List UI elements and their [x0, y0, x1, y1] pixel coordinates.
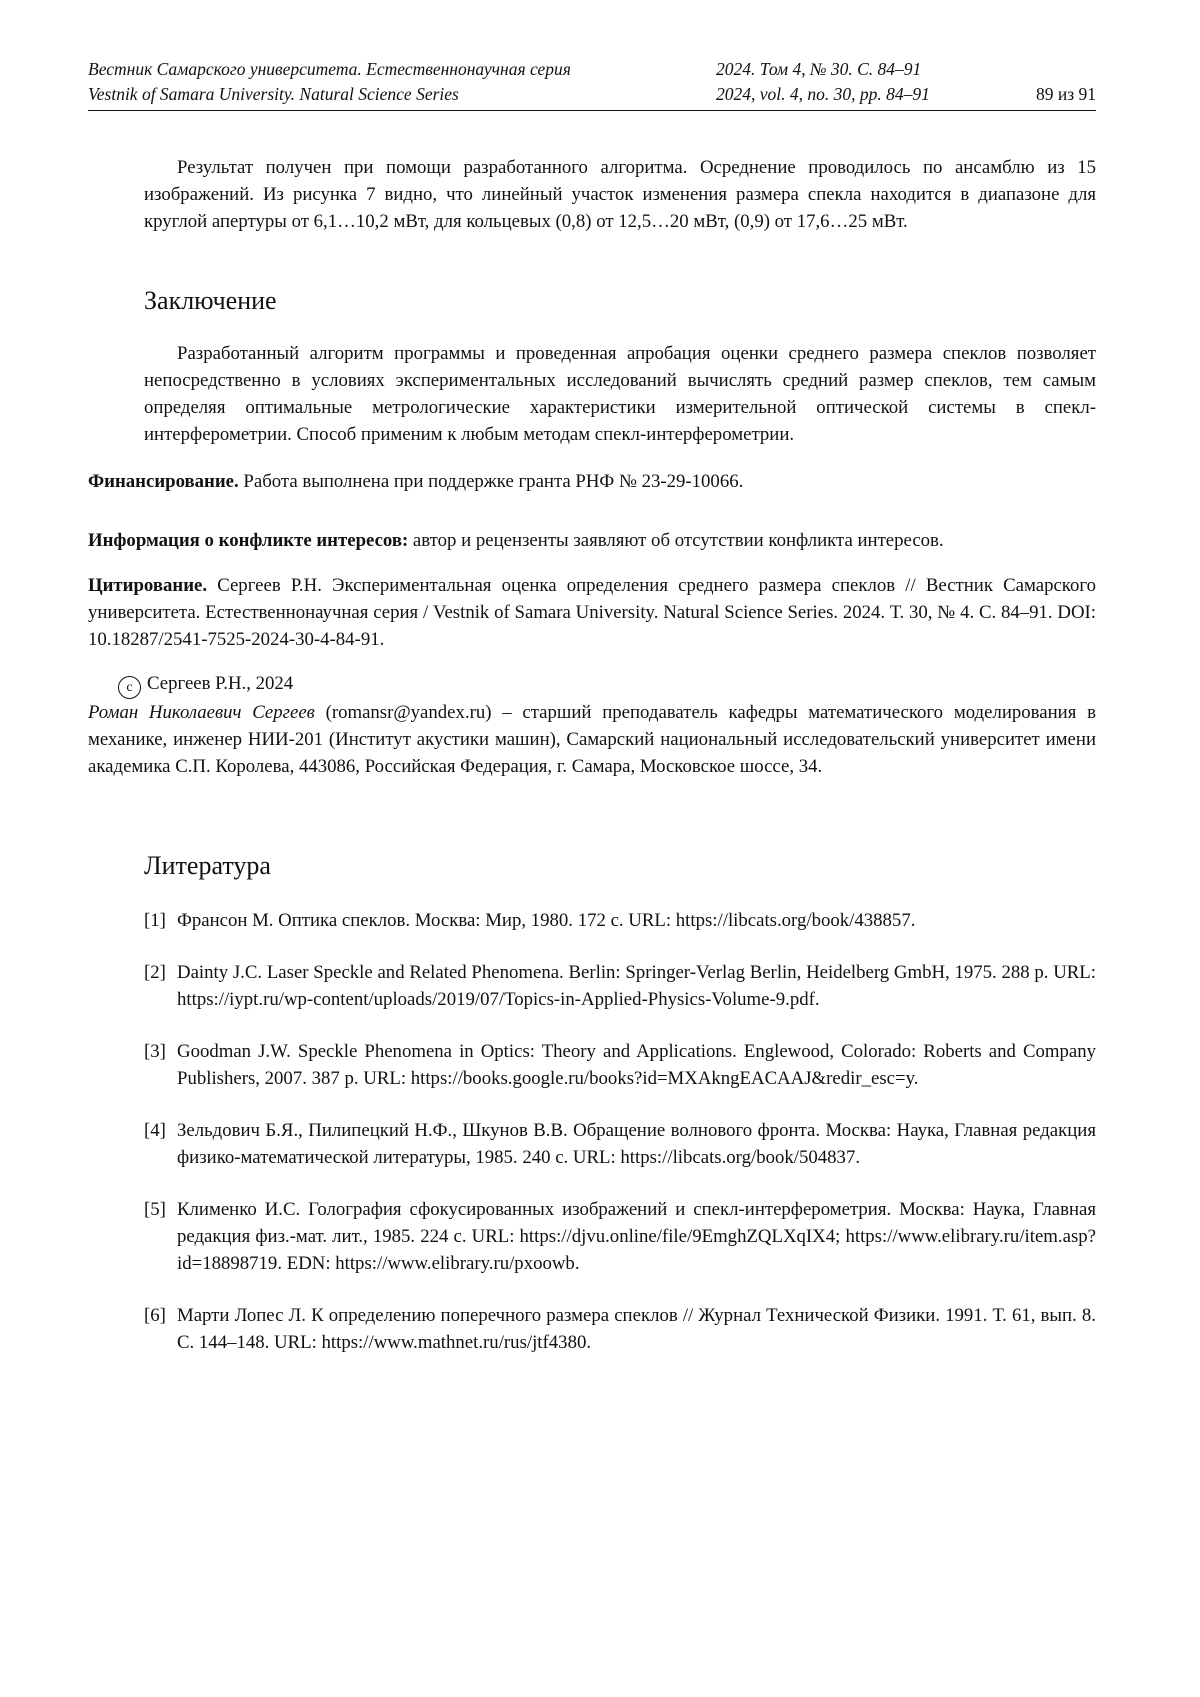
funding-label: Финансирование.: [88, 471, 239, 492]
page-of-total: 89 из 91: [1035, 84, 1096, 104]
page-number: [1000, 57, 1096, 82]
conflict-statement: [88, 527, 1096, 554]
reference-number: [1]: [144, 910, 166, 931]
funding-text: Работа выполнена при поддержке гранта РНФ № 23-29-10066.: [238, 471, 744, 492]
reference-list: [144, 907, 1096, 1356]
intro-paragraph: Результат получен при помощи разработанного алгоритма. Осреднение проводилось по ансамблю из 15 изображений. Из рисунка 7 видно, что линейный участок изменения размера спекла находится в диапазоне для круглой апертуры от 6,1…10,2 мВт, для кольцевых (0,8) от 12,5…20 мВт, (0,9) от 17,6…25 мВт.: [144, 157, 1096, 232]
author-details: (romansr@yandex.ru) – старший преподаватель кафедры математического моделирования в механике, инженер НИИ-201 (Институт акустики машин), Самарский национальный исследовательский университет имени академика С.П. Королева, 443086, Российская Федерация, г. Самара, Московское шоссе, 34.: [88, 702, 1096, 777]
conflict-label: Информация о конфликте интересов:: [88, 530, 409, 551]
reference-text: Зельдович Б.Я., Пилипецкий Н.Ф., Шкунов В.В. Обращение волнового фронта. Москва: Наука, Главная редакция физико-математической литературы, 1985. 240 с. URL: https://libcats.org/book/504837.: [177, 1120, 1096, 1168]
reference-item: [144, 907, 1096, 934]
reference-number: [2]: [144, 962, 166, 983]
reference-item: [144, 1302, 1096, 1356]
reference-item: [144, 1038, 1096, 1092]
copyright-icon: c: [118, 676, 141, 699]
page-content: [88, 154, 1096, 1381]
issue-info-ru: 2024. Том 4, № 30. С. 84–91: [716, 59, 922, 79]
author-info: [88, 699, 1096, 780]
reference-number: [5]: [144, 1199, 166, 1220]
reference-text: Марти Лопес Л. К определению поперечного размера спеклов // Журнал Технической Физики. 1991. Т. 61, вып. 8. С. 144–148. URL: https://www.mathnet.ru/rus/jtf4380.: [177, 1305, 1096, 1353]
reference-item: [144, 1196, 1096, 1277]
reference-number: [6]: [144, 1305, 166, 1326]
copyright-line: [88, 670, 1096, 699]
reference-item: [144, 1117, 1096, 1171]
conclusion-block: [144, 340, 1096, 448]
conclusion-paragraph: Разработанный алгоритм программы и проведенная апробация оценки среднего размера спеклов позволяет непосредственно в условиях экспериментальных исследований вычислять средний размер спеклов, тем самым определяя оптимальные метрологические характеристики измерительной оптической системы в спекл-интерферометрии. Способ применим к любым методам спекл-интерферометрии.: [144, 343, 1096, 445]
citation-text: Сергеев Р.Н. Экспериментальная оценка определения среднего размера спеклов // Вестник Самарского университета. Естественнонаучная серия / Vestnik of Samara University. Natural Science Series. 2024. Т. 30, № 4. С. 84–91. DOI: 10.18287/2541-7525-2024-30-4-84-91.: [88, 575, 1096, 650]
header-rule: [88, 110, 1096, 111]
reference-text: Клименко И.С. Голография сфокусированных изображений и спекл-интерферометрия. Москва: Наука, Главная редакция физ.-мат. лит., 1985. 224 с. URL: https://djvu.online/file/9EmghZQLXqIX4; https://www.elibrary.ru/item.asp?id=18898719. EDN: https://www.elibrary.ru/pxoowb.: [177, 1199, 1096, 1274]
funding-statement: [88, 468, 1096, 495]
reference-text: Goodman J.W. Speckle Phenomena in Optics: Theory and Applications. Englewood, Colorado: Roberts and Company Publishers, 2007. 387 p. URL: https://books.google.ru/books?id=MXAkngEACAAJ&redir_esc=y.: [177, 1041, 1096, 1089]
issue-info-en: 2024, vol. 4, no. 30, pp. 84–91: [716, 84, 930, 104]
citation-label: Цитирование.: [88, 575, 208, 596]
journal-series-ru: Вестник Самарского университета. Естественнонаучная серия: [88, 59, 571, 79]
conclusion-heading: Заключение: [144, 286, 277, 315]
reference-text: Франсон М. Оптика спеклов. Москва: Мир, 1980. 172 с. URL: https://libcats.org/book/438857.: [177, 910, 916, 931]
header-row-en: [88, 82, 1096, 107]
journal-series-en: Vestnik of Samara University. Natural Science Series: [88, 84, 459, 104]
header-row-ru: [88, 57, 1096, 82]
reference-text: Dainty J.C. Laser Speckle and Related Phenomena. Berlin: Springer-Verlag Berlin, Heidelberg GmbH, 1975. 288 p. URL: https://iypt.ru/wp-content/uploads/2019/07/Topics-in-Applied-Physics-Volume-9.pdf.: [177, 962, 1096, 1010]
reference-item: [144, 959, 1096, 1013]
reference-number: [4]: [144, 1120, 166, 1141]
references-heading: Литература: [144, 851, 271, 880]
conflict-text: автор и рецензенты заявляют об отсутствии конфликта интересов.: [408, 530, 944, 551]
copyright-text: Сергеев Р.Н., 2024: [147, 673, 294, 694]
results-block: [144, 154, 1096, 235]
running-header: [88, 57, 1096, 107]
reference-number: [3]: [144, 1041, 166, 1062]
citation-statement: [88, 572, 1096, 653]
author-name: Роман Николаевич Сергеев: [88, 702, 315, 723]
